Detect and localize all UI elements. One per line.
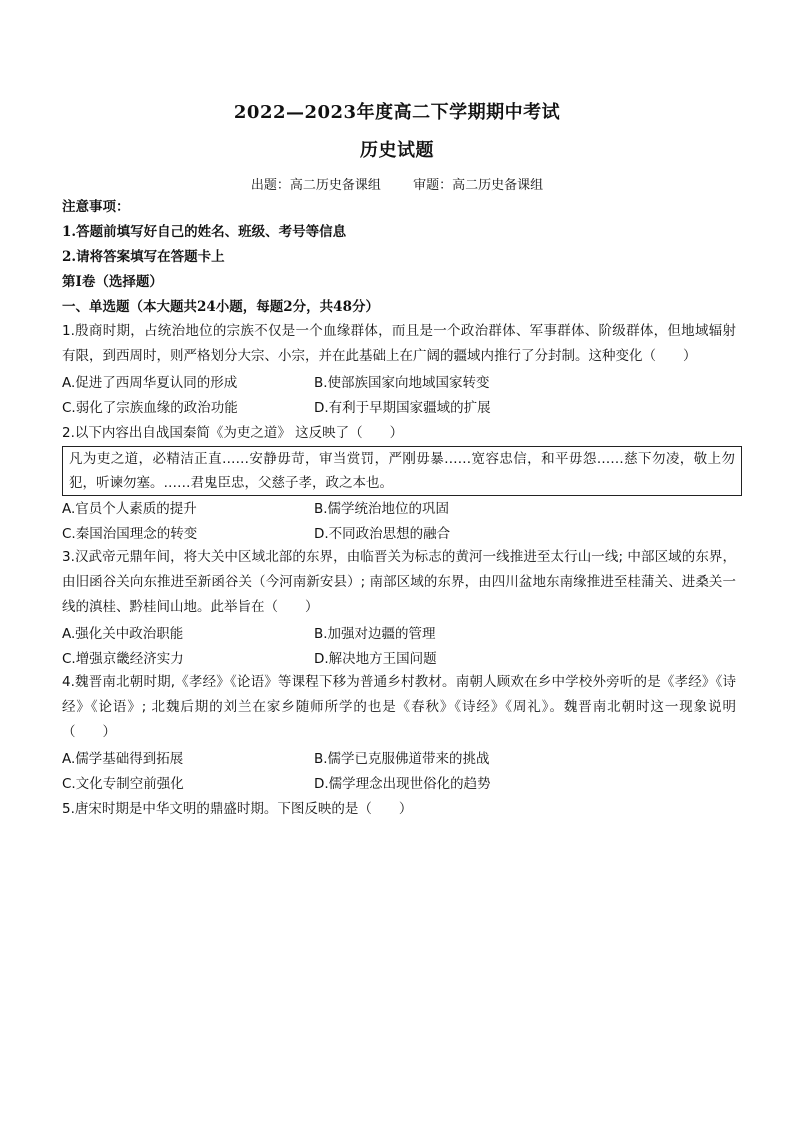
question-2-quote-box: 凡为吏之道，必精洁正直……安静毋苛，审当赏罚，严刚毋暴……宽容忠信，和平毋怨……慈下勿凌，敬上勿犯，听谏勿塞。……君鬼臣忠，父慈子孝，政之本也。 [62,446,742,496]
note-item-1: 1.答题前填写好自己的姓名、班级、考号等信息 [62,224,347,240]
section-heading: 一、单选题（本大题共24小题，每题2分，共48分） [62,299,379,315]
note-item-2: 2.请将答案填写在答题卡上 [62,249,225,265]
question-2-option-b: B.儒学统治地位的巩固 [314,501,450,517]
setter-credit: 出题：高二历史备课组 [250,178,381,193]
question-1-option-b: B.使部族国家向地域国家转变 [314,375,490,391]
question-4-option-c: C.文化专制空前强化 [62,776,184,792]
question-4-option-b: B.儒学已克服佛道带来的挑战 [314,751,490,767]
question-2-option-c: C.秦国治国理念的转变 [62,526,198,542]
notes-heading: 注意事项： [62,199,130,215]
authors-line [0,174,794,193]
question-2-option-d: D.不同政治思想的融合 [314,526,451,542]
question-3-stem: 3.汉武帝元鼎年间，将大关中区域北部的东界，由临晋关为标志的黄河一线推进至太行山一线; 中部区域的东界，由旧函谷关向东推进至新函谷关（今河南新安县）; 南部区域的东界，由四川盆地东南缘推进至桂蒲关、进桑关一线的滇桂、黔桂间山地。此举旨在（ ） [62,549,736,615]
question-1-option-d: D.有利于早期国家疆域的扩展 [314,400,491,416]
question-1-option-c: C.弱化了宗族血缘的政治功能 [62,400,238,416]
question-4-option-a: A.儒学基础得到拓展 [62,751,184,767]
question-2-option-a: A.官员个人素质的提升 [62,501,197,517]
question-3-option-b: B.加强对边疆的管理 [314,626,436,642]
question-5-stem: 5.唐宋时期是中华文明的鼎盛时期。下图反映的是（ ） [62,801,413,817]
question-3-option-c: C.增强京畿经济实力 [62,651,184,667]
reviewer-credit: 审题：高二历史备课组 [413,178,544,193]
exam-title: 2022—2023年度高二下学期期中考试 [233,102,561,123]
question-1-option-a: A.促进了西周华夏认同的形成 [62,375,238,391]
question-1-stem: 1.殷商时期，占统治地位的宗族不仅是一个血缘群体，而且是一个政治群体、军事群体、阶级群体，但地域辐射有限，到西周时，则严格划分大宗、小宗，并在此基础上在广阔的疆域内推行了分封制。这种变化（ ） [62,323,736,364]
question-4-stem: 4.魏晋南北朝时期,《孝经》《论语》等课程下移为普通乡村教材。南朝人顾欢在乡中学校外旁听的是《孝经》《诗经》《论语》; 北魏后期的刘兰在家乡随师所学的也是《春秋》《诗经》《周礼》。魏晋南北朝时这一现象说明（ ） [62,674,736,740]
volume-heading: 第Ⅰ卷（选择题） [62,274,163,290]
question-3-option-d: D.解决地方王国问题 [314,651,437,667]
question-2-stem: 2.以下内容出自战国秦简《为吏之道》 这反映了（ ） [62,425,404,441]
question-4-option-d: D.儒学理念出现世俗化的趋势 [314,776,491,792]
question-3-option-a: A.强化关中政治职能 [62,626,184,642]
exam-subtitle: 历史试题 [360,140,434,161]
